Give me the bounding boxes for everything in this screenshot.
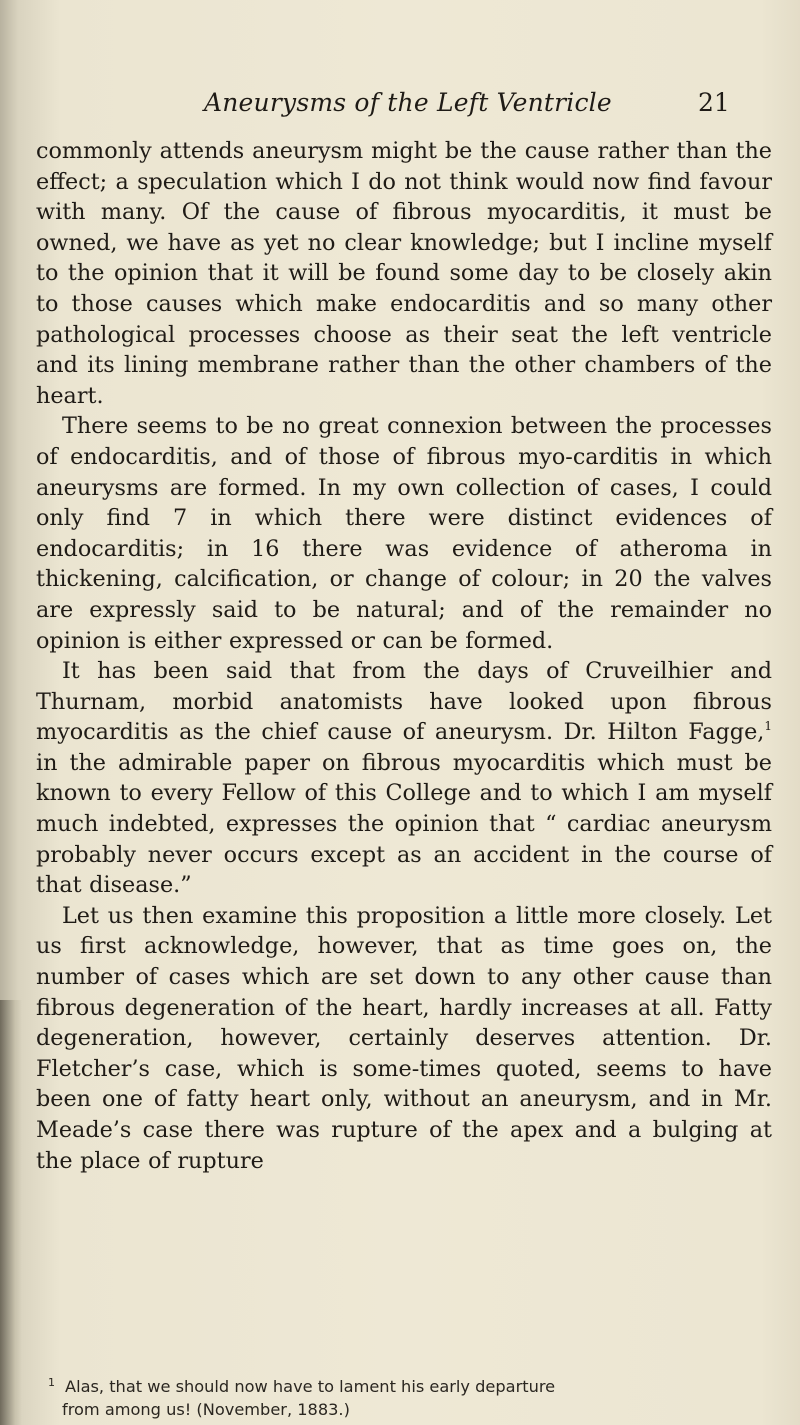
footnote-line-1 [48, 1371, 772, 1398]
page-header [0, 88, 800, 128]
footnote-reference: 1 [764, 719, 772, 734]
paragraph-3-before: It has been said that from the days of Cruveilhier and Thurnam, morbid anatomists have looked upon fibrous myocarditis as the chief cause of aneurysm. Dr. Hilton Fagge, [36, 658, 772, 746]
running-title: Aneurysms of the Left Ventricle [204, 88, 612, 117]
paragraph-1: commonly attends aneurysm might be the cause rather than the effect; a speculation which I do not think would now find favour with many. Of the cause of fibrous myocarditis, it must be owned, we have as yet no clear knowledge; but I incline myself to the opinion that it will be found some day to be closely akin to those causes which make endocarditis and so many other pathological processes choose as their seat the left ventricle and its lining membrane rather than the other chambers of the heart. [36, 138, 772, 409]
paragraph-3-after: in the admirable paper on fibrous myocarditis which must be known to every Fellow of this College and to which I am myself much indebted, expresses the opinion that “ cardiac aneurysm probably never occurs except as an accident in the course of that disease.” [36, 749, 772, 899]
footnote-line-2: from among us! (November, 1883.) [62, 1400, 350, 1419]
footnote-marker: 1 [48, 1376, 55, 1389]
paragraph-4: Let us then examine this proposition a little more closely. Let us first acknowledge, however, that as time goes on, the number of cases which are set down to any other cause than fibrous degeneration of the heart, hardly increases at all. Fatty degeneration, however, certainly deserves attention. Dr. Fletcher’s case, which is some-times quoted, seems to have been one of fatty heart only, without an aneurysm, and in Mr. Meade’s case there was rupture of the apex and a bulging at the place of rupture [36, 902, 772, 1174]
footnote [48, 1371, 772, 1421]
footnote-text-1: Alas, that we should now have to lament his early departure [65, 1377, 556, 1396]
paragraph-2: There seems to be no great connexion between the processes of endocarditis, and of those of fibrous myo-carditis in which aneurysms are formed. In my own collection of cases, I could only find 7 in which there were distinct evidences of endocarditis; in 16 there was evidence of atheroma in thickening, calcification, or change of colour; in 20 the valves are expressly said to be natural; and of the remainder no opinion is either expressed or can be formed. [36, 413, 772, 654]
page-number: 21 [698, 88, 730, 117]
body-text [36, 136, 772, 1176]
paragraph-3 [36, 656, 772, 901]
binding-shadow [0, 1000, 22, 1425]
